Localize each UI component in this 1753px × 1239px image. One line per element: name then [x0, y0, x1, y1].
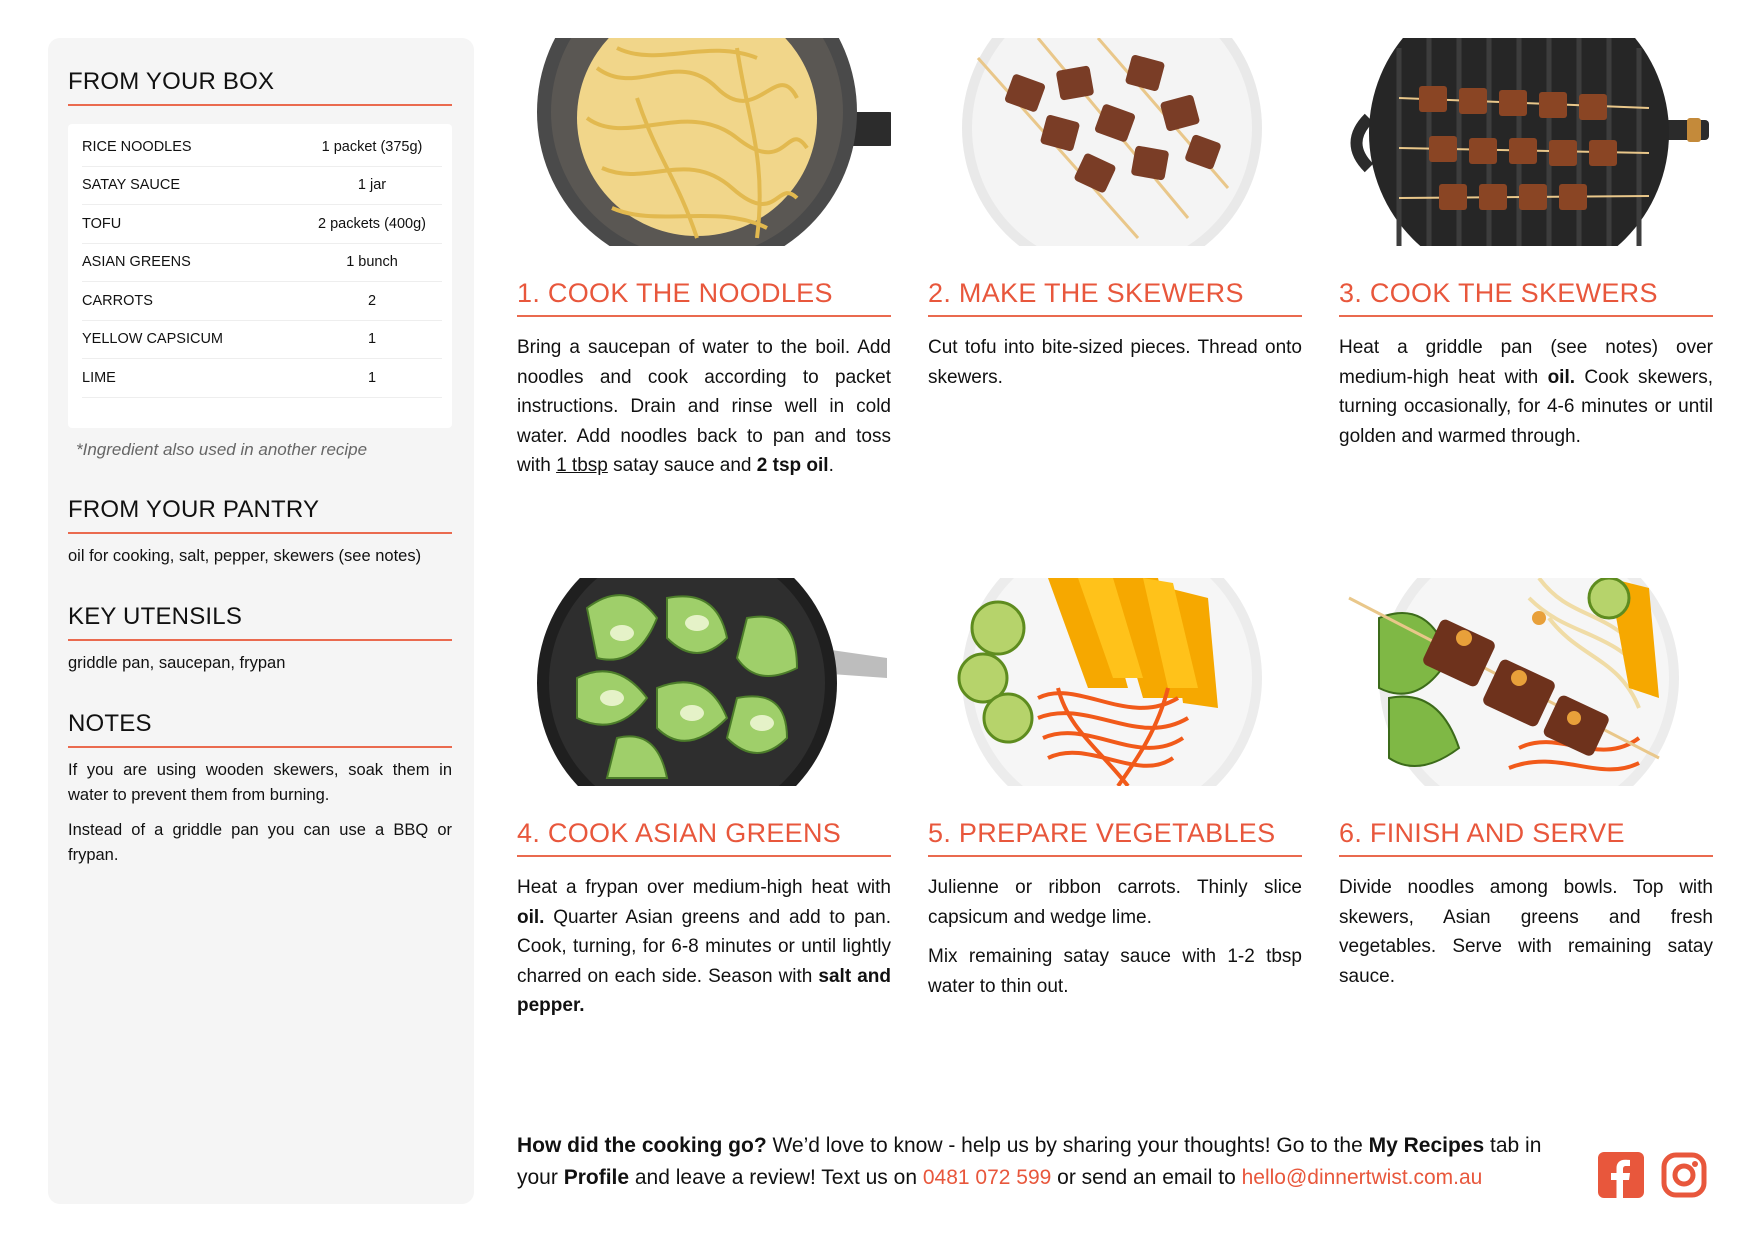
ingredient-row [82, 167, 442, 206]
griddle-skewers-image [1339, 38, 1713, 246]
step-5-title: 5. PREPARE VEGETABLES [928, 818, 1302, 857]
notes-title: NOTES [68, 710, 452, 748]
step-text-bold: oil. [517, 906, 545, 928]
tofu-skewers-plate-image [928, 38, 1302, 246]
step-text: Cook skewers, turning occasionally, for 4-6 minutes or until golden and warmed through. [1339, 366, 1713, 447]
step-1-title: 1. COOK THE NOODLES [517, 278, 891, 317]
ingredient-row [82, 205, 442, 244]
step-2 [928, 38, 1302, 392]
ingredient-qty: 1 jar [357, 177, 387, 194]
ingredient-name: LIME [82, 369, 116, 386]
phone-number[interactable]: 0481 072 599 [922, 1166, 1052, 1189]
ingredient-name: SATAY SAUCE [82, 177, 181, 194]
finished-dish-image [1339, 578, 1713, 786]
step-3-title: 3. COOK THE SKEWERS [1339, 278, 1713, 317]
step-text: Mix remaining satay sauce with 1-2 tbsp water to thin out. [928, 946, 1302, 997]
asian-greens-pan-image [517, 578, 891, 786]
ingredient-name: RICE NOODLES [82, 138, 192, 155]
footer-text: tab in your [517, 1134, 1542, 1189]
ingredient-note: *Ingredient also used in another recipe [76, 439, 368, 459]
step-4-body [517, 873, 891, 1021]
step-text: . [828, 455, 834, 476]
step-2-title: 2. MAKE THE SKEWERS [928, 278, 1302, 317]
footer-text: We’d love to know - help us by sharing your thoughts! Go to the [766, 1134, 1369, 1157]
step-5-body [928, 873, 1302, 1001]
step-4 [517, 578, 891, 1021]
ingredient-qty: 1 [367, 369, 377, 386]
step-6 [1339, 578, 1713, 991]
facebook-icon[interactable] [1598, 1152, 1644, 1198]
step-3 [1339, 38, 1713, 451]
step-text: Divide noodles among bowls. Top with skewers, Asian greens and fresh vegetables. Serve with remaining satay sauce. [1339, 877, 1713, 987]
ingredient-name: YELLOW CAPSICUM [82, 331, 223, 348]
ingredient-row [82, 244, 442, 283]
step-text: satay sauce and [607, 455, 757, 476]
ingredient-qty: 1 packet (375g) [321, 138, 423, 155]
step-text: Quarter Asian greens and add to pan. Cook, turning, for 6-8 minutes or until lightly charred on each side. Season with [517, 906, 891, 987]
step-text-bold: 2 tsp oil [756, 455, 829, 476]
my-recipes-link-text: My Recipes [1368, 1134, 1485, 1157]
ingredient-qty: 1 bunch [346, 254, 398, 271]
step-1-body [517, 333, 891, 481]
note-text: If you are using wooden skewers, soak them in water to prevent them from burning. [68, 760, 452, 804]
footer-text: and leave a review! Text us on [629, 1166, 923, 1189]
ingredient-row [82, 321, 442, 360]
step-text-bold: oil. [1547, 366, 1576, 388]
footer-text: or send an email to [1051, 1166, 1242, 1189]
step-4-title: 4. COOK ASIAN GREENS [517, 818, 891, 857]
instagram-icon[interactable] [1661, 1152, 1707, 1198]
noodles-pan-image [517, 38, 891, 246]
step-3-body [1339, 333, 1713, 451]
profile-link-text: Profile [563, 1166, 630, 1189]
step-5 [928, 578, 1302, 1001]
from-your-pantry-title: FROM YOUR PANTRY [68, 496, 452, 534]
step-text: Heat a griddle pan (see notes) over medium-high heat with [1339, 337, 1713, 388]
sidebar [48, 38, 474, 1204]
ingredient-qty: 2 packets (400g) [317, 215, 426, 232]
ingredient-row [82, 128, 442, 167]
step-6-body [1339, 873, 1713, 991]
step-text: Cut tofu into bite-sized pieces. Thread onto skewers. [928, 337, 1302, 388]
ingredient-qty: 1 [367, 331, 377, 348]
ingredient-name: ASIAN GREENS [82, 254, 191, 271]
email-link[interactable]: hello@dinnertwist.com.au [1241, 1166, 1483, 1189]
step-text-underlined: 1 tbsp [556, 455, 608, 476]
ingredient-qty: 2 [367, 292, 377, 309]
prepared-vegetables-image [928, 578, 1302, 786]
step-1 [517, 38, 891, 481]
step-6-title: 6. FINISH AND SERVE [1339, 818, 1713, 857]
note-text: Instead of a griddle pan you can use a BBQ or frypan. [68, 820, 452, 864]
utensils-text: griddle pan, saucepan, frypan [68, 653, 286, 672]
footer-question: How did the cooking go? [517, 1134, 767, 1157]
key-utensils-title: KEY UTENSILS [68, 603, 452, 641]
step-text: Bring a saucepan of water to the boil. Add noodles and cook according to packet instructions. Drain and rinse well in cold water. Add noodles back to pan and toss with [517, 337, 891, 476]
from-your-box-title: FROM YOUR BOX [68, 68, 452, 106]
pantry-text: oil for cooking, salt, pepper, skewers (see notes) [68, 546, 422, 565]
ingredient-row [82, 282, 442, 321]
ingredient-table [68, 124, 452, 428]
ingredient-row [82, 359, 442, 398]
step-text: Heat a frypan over medium-high heat with [517, 877, 891, 898]
ingredient-name: TOFU [82, 215, 122, 232]
ingredient-name: CARROTS [82, 292, 153, 309]
step-2-body [928, 333, 1302, 392]
step-text: Julienne or ribbon carrots. Thinly slice capsicum and wedge lime. [928, 877, 1302, 928]
step-text-bold: salt and pepper. [517, 965, 891, 1016]
feedback-footer [517, 1130, 1577, 1194]
